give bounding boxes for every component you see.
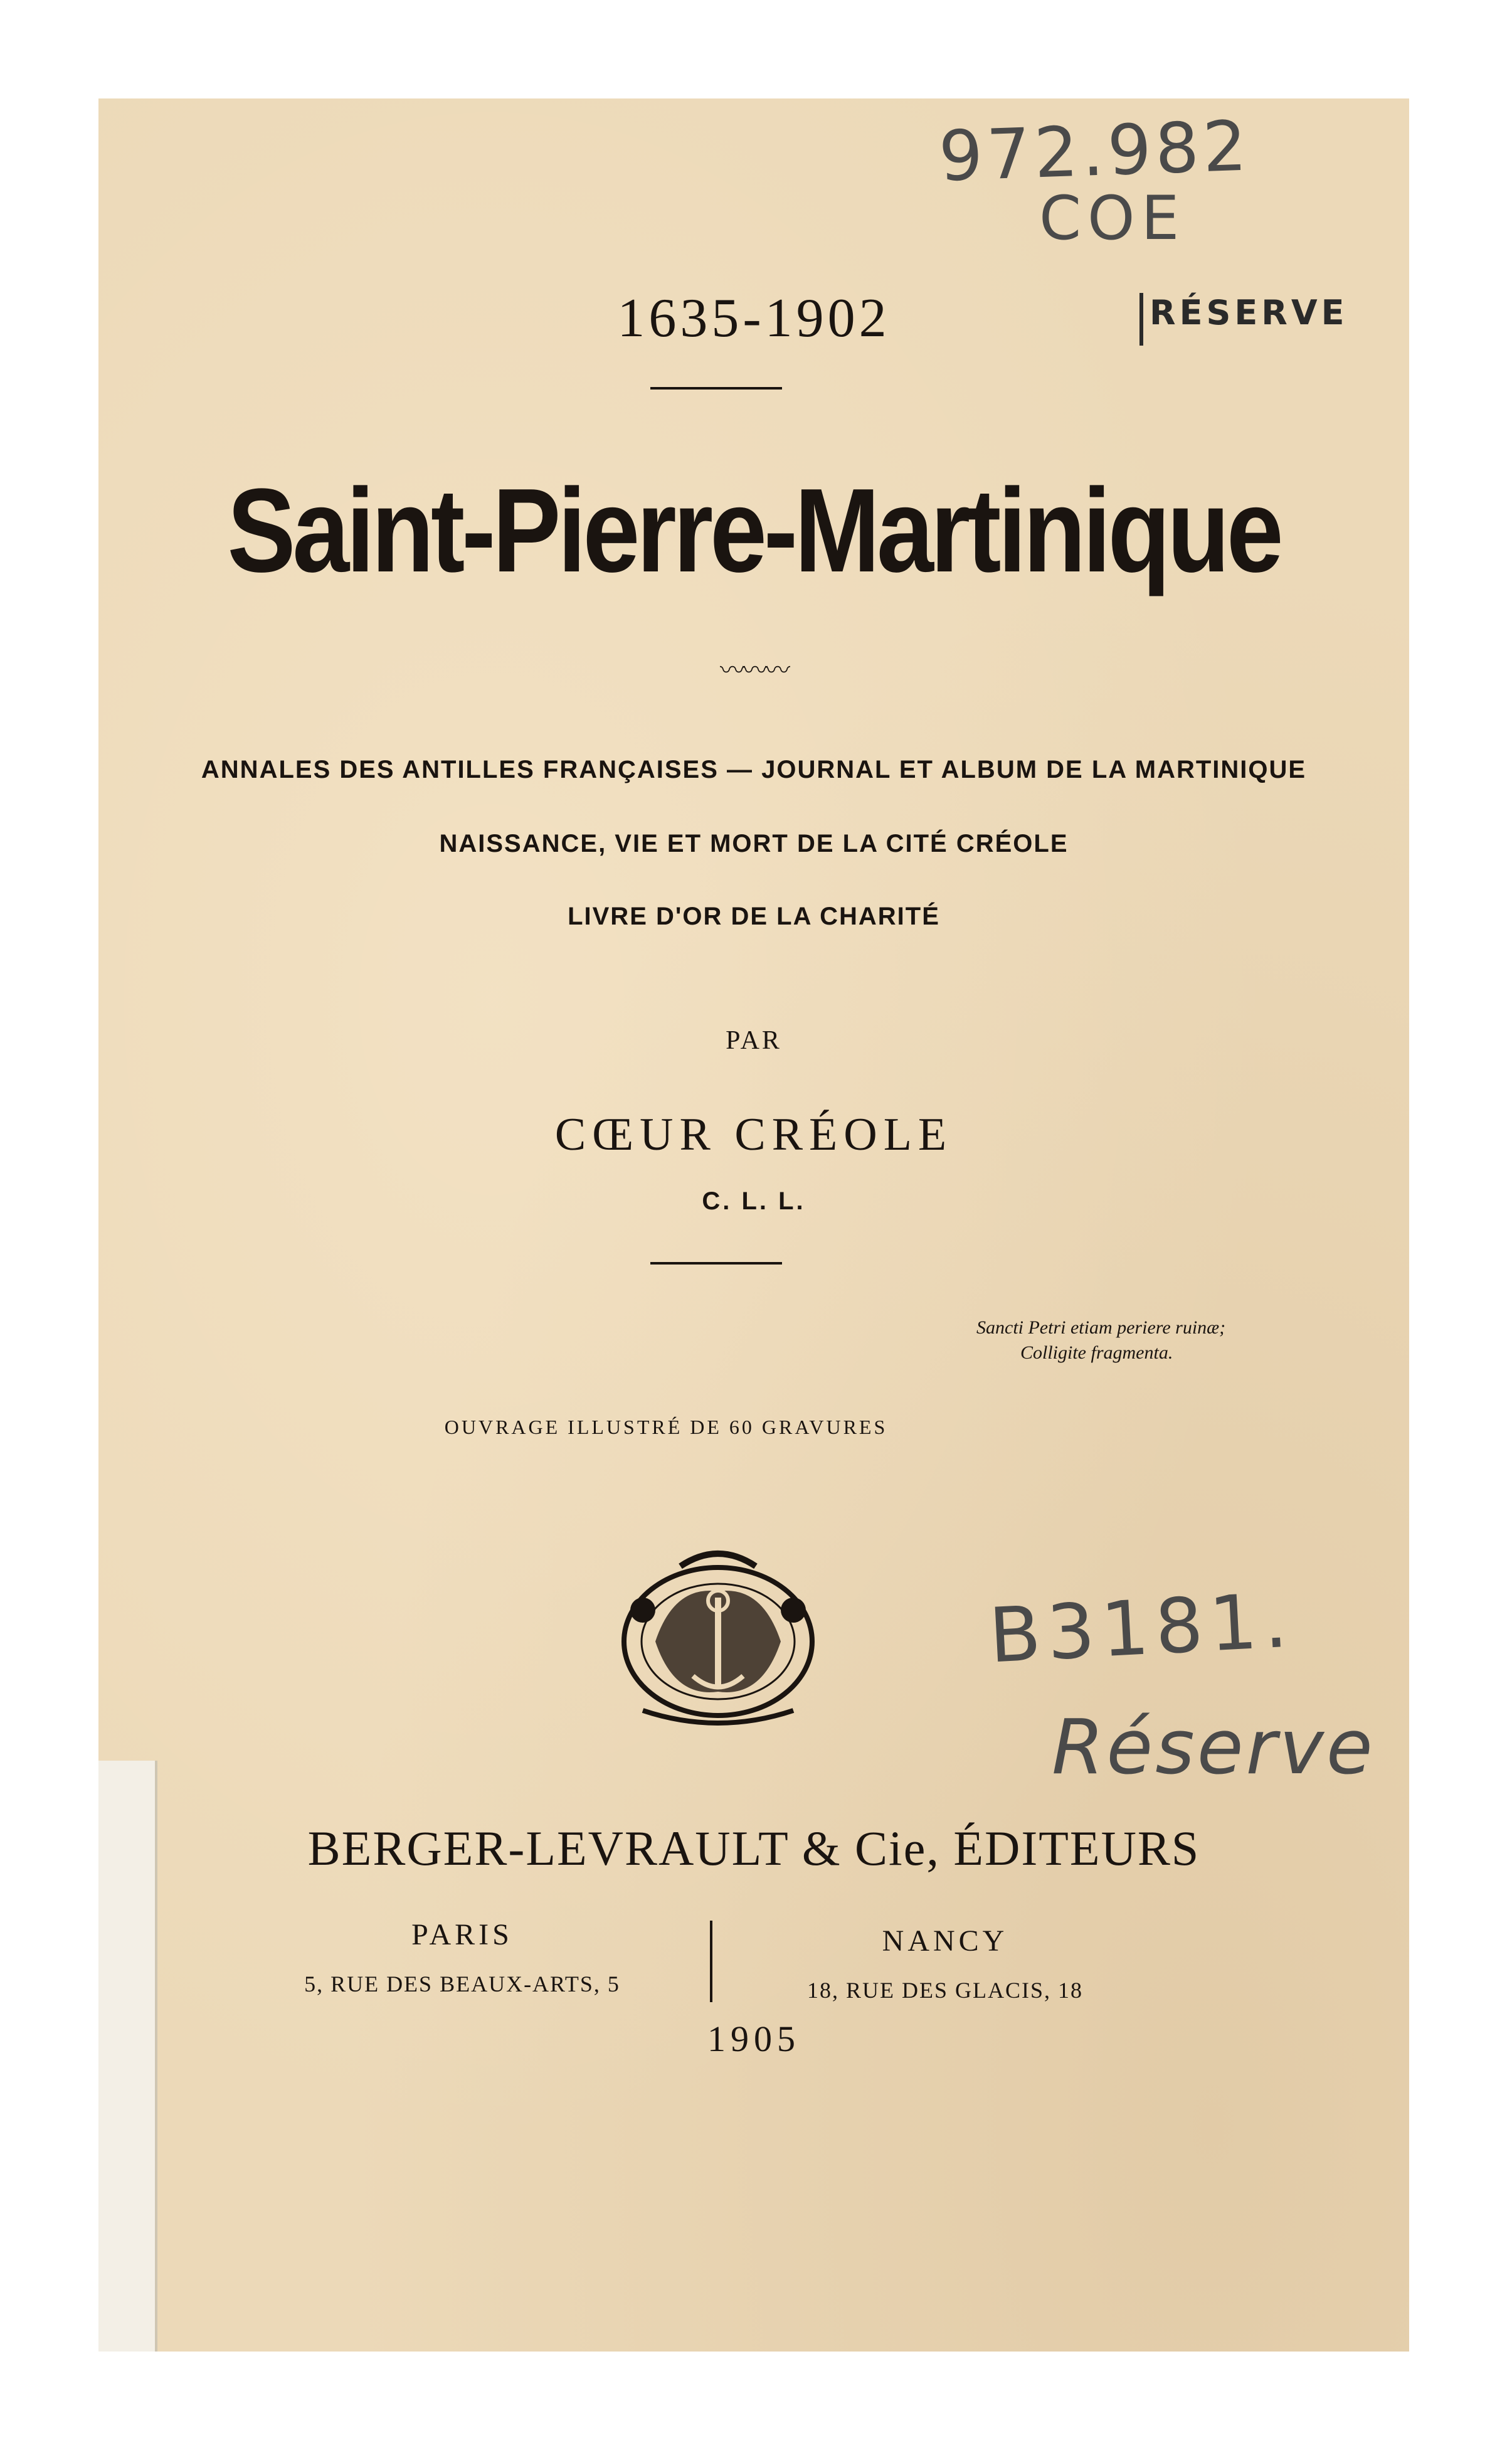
paris-address: 5, RUE DES BEAUX-ARTS, 5: [304, 1971, 620, 1997]
handwritten-reserve-note: Réserve: [1052, 1704, 1375, 1791]
subtitle-line-2: NAISSANCE, VIE ET MORT DE LA CITÉ CRÉOLE: [439, 830, 1069, 857]
ornament-wave: 〰〰〰: [720, 656, 788, 684]
title-page: [98, 98, 1409, 2352]
binding-strip: [98, 1761, 157, 2352]
publication-year: 1905: [707, 2018, 800, 2059]
address-divider: [710, 1921, 712, 2002]
subtitle-line-3: LIVRE D'OR DE LA CHARITÉ: [568, 903, 940, 930]
handwritten-shelf-number: B3181.: [986, 1577, 1296, 1680]
paris-city: PARIS: [411, 1918, 513, 1951]
author-name: CŒUR CRÉOLE: [554, 1109, 953, 1160]
book-title: Saint-Pierre-Martinique: [227, 464, 1281, 597]
nancy-address: 18, RUE DES GLACIS, 18: [806, 1978, 1084, 2003]
publisher-emblem-icon: [605, 1541, 831, 1736]
reserve-stamp: RÉSERVE: [1139, 293, 1388, 346]
rule-middle: [650, 1262, 782, 1265]
nancy-city: NANCY: [882, 1924, 1008, 1958]
handwritten-call-number-line1: 972.982: [937, 105, 1252, 197]
author-initials: C. L. L.: [702, 1187, 806, 1215]
handwritten-call-number-line2: COE: [1039, 183, 1186, 253]
paris-block: [287, 1917, 638, 1997]
publisher-name: BERGER-LEVRAULT & Cie, ÉDITEURS: [307, 1821, 1200, 1875]
nancy-block: [776, 1924, 1114, 2003]
epigraph-line-2: Colligite fragmenta.: [1020, 1342, 1173, 1363]
epigraph: [976, 1315, 1353, 1366]
epigraph-line-1: Sancti Petri etiam periere ruinæ;: [976, 1317, 1226, 1338]
dates-heading: 1635-1902: [617, 288, 891, 349]
rule-top: [650, 387, 782, 390]
illustrated-note: OUVRAGE ILLUSTRÉ DE 60 GRAVURES: [444, 1416, 888, 1438]
subtitle-line-1: ANNALES DES ANTILLES FRANÇAISES — JOURNAL ET ALBUM DE LA MARTINIQUE: [201, 756, 1307, 783]
by-label: PAR: [726, 1026, 782, 1055]
